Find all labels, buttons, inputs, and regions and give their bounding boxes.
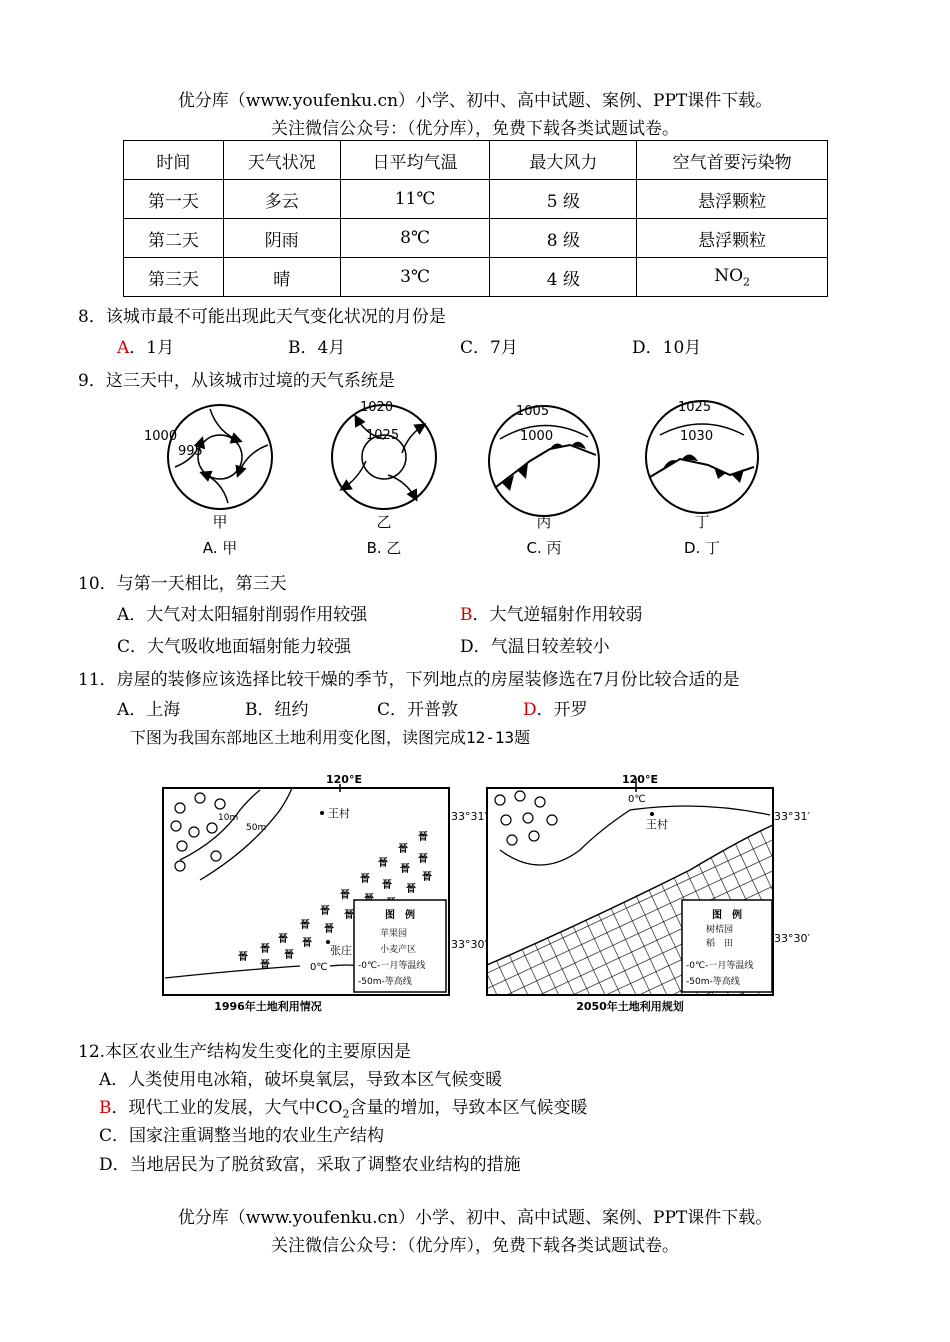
map-1996 bbox=[163, 773, 487, 1013]
q11-option-d bbox=[523, 695, 588, 720]
lat-bottom-left: 33°30′ bbox=[451, 938, 487, 951]
no2-subscript: 2 bbox=[743, 275, 751, 289]
legend-item-right: -0℃-一月等温线 bbox=[686, 961, 754, 971]
bing-name: 丙 bbox=[536, 513, 552, 531]
table-header-cell: 最大风力 bbox=[490, 141, 637, 180]
q8-option-c: C．7月 bbox=[460, 338, 518, 358]
svg-text:晉: 晉 bbox=[398, 844, 408, 855]
legend-title-right: 图 例 bbox=[712, 910, 742, 921]
table-cell: 悬浮颗粒 bbox=[637, 180, 828, 219]
yi-name: 乙 bbox=[376, 513, 392, 531]
q11-option-c: C．开普敦 bbox=[377, 700, 459, 720]
table-row bbox=[124, 219, 828, 258]
svg-text:晉: 晉 bbox=[360, 874, 370, 885]
svg-text:晉: 晉 bbox=[344, 910, 354, 921]
table-header-cell: 天气状况 bbox=[223, 141, 340, 180]
jia-outer-label: 1000 bbox=[144, 429, 178, 444]
map-caption-2050: 2050年土地利用规划 bbox=[576, 1000, 684, 1013]
table-cell: 8 级 bbox=[490, 219, 637, 258]
table-cell: 多云 bbox=[223, 180, 340, 219]
q12-option-b-pre: ．现代工业的发展，大气中CO bbox=[111, 1098, 343, 1118]
table-cell: 8℃ bbox=[340, 219, 490, 258]
legend-item-right: 稻 田 bbox=[706, 939, 734, 949]
svg-text:晉: 晉 bbox=[278, 934, 288, 945]
yi-option: B. 乙 bbox=[366, 539, 402, 557]
jia-inner-label: 995 bbox=[178, 444, 203, 459]
legend-item-left: -50m-等高线 bbox=[358, 977, 412, 987]
table-cell: 第三天 bbox=[124, 258, 224, 297]
ding-outer-label: 1025 bbox=[678, 400, 712, 415]
table-cell: 阴雨 bbox=[223, 219, 340, 258]
q10-option-a: A．大气对太阳辐射削弱作用较强 bbox=[117, 605, 368, 625]
q10-stem: 10．与第一天相比，第三天 bbox=[78, 574, 287, 594]
map-caption-1996: 1996年土地利用情况 bbox=[214, 1000, 322, 1013]
header-line-2: 关注微信公众号：（优分库），免费下载各类试题试卷。 bbox=[271, 119, 679, 139]
q11-stem: 11．房屋的装修应该选择比较干燥的季节，下列地点的房屋装修选在7月份比较合适的是 bbox=[78, 670, 740, 690]
ding-name: 丁 bbox=[694, 513, 710, 531]
table-cell: 晴 bbox=[223, 258, 340, 297]
svg-text:晉: 晉 bbox=[406, 884, 416, 895]
q8-option-a bbox=[117, 333, 174, 358]
q12-option-b-post: 含量的增加，导致本区气候变暖 bbox=[349, 1098, 588, 1118]
q11-option-d-text: ．开罗 bbox=[536, 700, 588, 720]
contour-0c-left: 0℃ bbox=[310, 962, 328, 973]
table-cell: 3℃ bbox=[340, 258, 490, 297]
svg-text:晉: 晉 bbox=[340, 890, 350, 901]
table-header-cell: 空气首要污染物 bbox=[637, 141, 828, 180]
table-cell: 11℃ bbox=[340, 180, 490, 219]
bing-option: C. 丙 bbox=[526, 539, 562, 557]
figure-yi bbox=[332, 400, 436, 557]
co2-subscript: 2 bbox=[342, 1107, 350, 1121]
svg-text:晉: 晉 bbox=[422, 872, 432, 883]
yi-outer-label: 1020 bbox=[360, 400, 394, 415]
table-header-row bbox=[124, 141, 828, 180]
ding-option: D. 丁 bbox=[683, 539, 721, 557]
bing-outer-label: 1005 bbox=[516, 404, 550, 419]
bing-inner-label: 1000 bbox=[520, 429, 554, 444]
svg-text:晉: 晉 bbox=[418, 854, 428, 865]
svg-text:晉: 晉 bbox=[302, 938, 312, 949]
jia-option: A. 甲 bbox=[202, 539, 238, 557]
contour-0c-right: 0℃ bbox=[628, 794, 646, 805]
legend-item-right: -50m-等高线 bbox=[686, 977, 740, 987]
lat-top-right: 33°31′ bbox=[774, 810, 810, 823]
table-header-cell: 日平均气温 bbox=[340, 141, 490, 180]
weather-systems-figure bbox=[130, 395, 770, 565]
q8-answer-letter: A bbox=[117, 338, 130, 358]
svg-text:晉: 晉 bbox=[300, 920, 310, 931]
legend-item-left: 小麦产区 bbox=[380, 945, 417, 955]
svg-text:晉: 晉 bbox=[320, 906, 330, 917]
svg-text:晉: 晉 bbox=[324, 924, 334, 935]
svg-text:晉: 晉 bbox=[238, 952, 248, 963]
svg-text:晉: 晉 bbox=[418, 832, 428, 843]
q10-option-d: D．气温日较差较小 bbox=[460, 637, 610, 657]
ding-inner-label: 1030 bbox=[680, 429, 714, 444]
table-cell: 第二天 bbox=[124, 219, 224, 258]
q11-option-b: B．纽约 bbox=[245, 700, 309, 720]
table-row bbox=[124, 258, 828, 297]
q10-option-b-text: ．大气逆辐射作用较弱 bbox=[472, 605, 643, 625]
q8-option-d: D．10月 bbox=[632, 338, 702, 358]
q12-option-c: C．国家注重调整当地的农业生产结构 bbox=[99, 1126, 385, 1146]
q11-answer-letter: D bbox=[523, 700, 537, 720]
q12-option-a: A．人类使用电冰箱，破坏臭氧层，导致本区气候变暖 bbox=[99, 1070, 503, 1090]
q9-stem: 9．这三天中，从该城市过境的天气系统是 bbox=[78, 371, 395, 391]
svg-text:晉: 晉 bbox=[382, 880, 392, 891]
table-cell: 4 级 bbox=[490, 258, 637, 297]
village-wangcun-left: 王村 bbox=[328, 807, 350, 820]
q12-option-d: D．当地居民为了脱贫致富，采取了调整农业结构的措施 bbox=[99, 1155, 521, 1175]
footer-line-2: 关注微信公众号：（优分库），免费下载各类试题试卷。 bbox=[271, 1236, 679, 1256]
q10-answer-letter: B bbox=[460, 605, 473, 625]
svg-text:晉: 晉 bbox=[400, 864, 410, 875]
lat-bottom-right: 33°30′ bbox=[774, 932, 810, 945]
no2-text: NO bbox=[714, 265, 744, 286]
legend-item-left: -0℃-一月等温线 bbox=[358, 961, 426, 971]
header-line-1: 优分库（www.youfenku.cn）小学、初中、高中试题、案例、PPT课件下载。 bbox=[177, 91, 773, 111]
q10-option-b bbox=[460, 600, 643, 625]
table-cell: 悬浮颗粒 bbox=[637, 219, 828, 258]
q12-option-b bbox=[99, 1093, 587, 1120]
elev-10m: 10m bbox=[218, 813, 239, 823]
map-2050 bbox=[487, 773, 810, 1013]
yi-inner-label: 1025 bbox=[366, 428, 400, 443]
legend-item-right: 树桔园 bbox=[706, 925, 734, 935]
legend-title-left: 图 例 bbox=[385, 910, 415, 921]
footer-line-1: 优分库（www.youfenku.cn）小学、初中、高中试题、案例、PPT课件下载。 bbox=[177, 1208, 773, 1228]
figure-ding bbox=[646, 400, 758, 557]
svg-text:晉: 晉 bbox=[284, 950, 294, 961]
maps-intro: 下图为我国东部地区土地利用变化图，读图完成12-13题 bbox=[130, 728, 531, 747]
figure-bing bbox=[489, 404, 599, 557]
q8-stem: 8．该城市最不可能出现此天气变化状况的月份是 bbox=[78, 307, 446, 327]
q12-answer-letter: B bbox=[99, 1098, 112, 1118]
q8-option-a-text: ．1月 bbox=[129, 338, 175, 358]
elev-50m: 50m bbox=[246, 823, 267, 833]
village-zhangzhuang: 张庄 bbox=[330, 944, 352, 957]
svg-text:晉: 晉 bbox=[260, 960, 270, 971]
q11-option-a: A．上海 bbox=[117, 700, 181, 720]
svg-text:晉: 晉 bbox=[378, 858, 388, 869]
q10-option-c: C．大气吸收地面辐射能力较强 bbox=[117, 637, 352, 657]
land-use-maps bbox=[160, 770, 810, 1015]
village-wangcun-right: 王村 bbox=[646, 818, 668, 831]
legend-item-left: 苹果园 bbox=[380, 929, 408, 939]
weather-table bbox=[123, 140, 828, 297]
q8-option-b: B．4月 bbox=[288, 338, 346, 358]
table-header-cell: 时间 bbox=[124, 141, 224, 180]
figure-jia bbox=[144, 405, 272, 557]
q12-stem: 12.本区农业生产结构发生变化的主要原因是 bbox=[78, 1042, 412, 1062]
table-cell bbox=[637, 258, 828, 297]
lon-label-right: 120°E bbox=[622, 773, 658, 786]
lon-label-left: 120°E bbox=[326, 773, 362, 786]
lat-top-left: 33°31′ bbox=[451, 810, 487, 823]
svg-text:晉: 晉 bbox=[260, 944, 270, 955]
table-cell: 第一天 bbox=[124, 180, 224, 219]
jia-name: 甲 bbox=[212, 513, 228, 531]
table-cell: 5 级 bbox=[490, 180, 637, 219]
table-row bbox=[124, 180, 828, 219]
